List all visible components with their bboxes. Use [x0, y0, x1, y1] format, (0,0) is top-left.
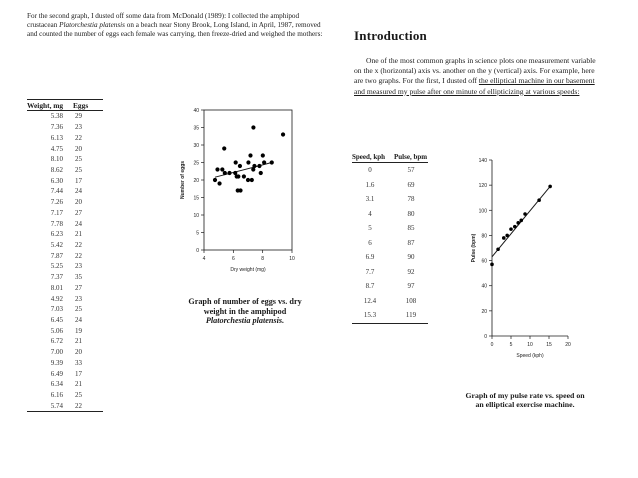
eggs-table-cell: 7.36 [50, 123, 63, 132]
eggs-table-row [27, 197, 103, 208]
data-point [251, 125, 255, 129]
pulse-table-header [352, 151, 428, 163]
left-intro-species: Platorchestia platensis [59, 21, 125, 30]
eggs-table-row [27, 336, 103, 347]
pulse-caption-line1: Graph of my pulse rate vs. speed on [465, 391, 585, 400]
data-point [259, 171, 263, 175]
data-point [502, 236, 506, 240]
eggs-table-row [27, 229, 103, 240]
eggs-table-cell: 25 [75, 391, 82, 400]
eggs-table-cell: 7.03 [50, 305, 63, 314]
eggs-table-cell: 5.38 [50, 112, 63, 121]
y-tick-label: 0 [484, 334, 487, 340]
right-intro-paragraph [354, 56, 604, 97]
eggs-table-row [27, 165, 103, 176]
data-point [537, 198, 541, 202]
y-tick-label: 30 [193, 143, 199, 149]
eggs-table-cell: 24 [75, 187, 82, 196]
eggs-table-cell: 25 [75, 165, 82, 174]
y-tick-label: 35 [193, 125, 199, 132]
data-point [220, 167, 224, 171]
pulse-table-cell: 87 [407, 238, 415, 247]
data-point [223, 171, 227, 175]
data-point [519, 219, 523, 223]
eggs-caption-line3: Platorchestia platensis. [205, 316, 285, 326]
data-point [516, 221, 520, 225]
data-point [227, 171, 231, 175]
data-point [262, 160, 266, 164]
eggs-table-row [27, 390, 103, 401]
pulse-table-cell: 108 [405, 296, 417, 305]
eggs-table-cell: 6.34 [50, 380, 63, 389]
y-tick-label: 20 [193, 178, 199, 184]
eggs-table-row [27, 325, 103, 336]
left-intro-paragraph [27, 12, 327, 40]
y-tick-label: 60 [481, 258, 487, 265]
eggs-table-cell: 23 [75, 123, 82, 132]
eggs-table-row [27, 186, 103, 197]
eggs-table-cell: 9.39 [50, 358, 63, 367]
eggs-table-body [27, 111, 103, 411]
data-point [213, 178, 217, 182]
y-tick-label: 20 [481, 308, 487, 315]
pulse-table-cell: 4 [368, 209, 372, 218]
eggs-table-row [27, 347, 103, 358]
eggs-table-row [27, 240, 103, 251]
eggs-table-row [27, 379, 103, 390]
data-point [523, 212, 527, 216]
data-point [248, 153, 252, 157]
eggs-table-cell: 5.25 [50, 262, 63, 271]
data-point [222, 146, 226, 150]
eggs-table-cell: 6.72 [50, 337, 63, 346]
eggs-table-cell: 20 [75, 348, 82, 357]
eggs-caption-line1: Graph of number of eggs vs. dry [188, 297, 302, 306]
eggs-table-cell: 8.01 [50, 283, 63, 292]
eggs-chart-caption [180, 297, 310, 326]
eggs-table-cell: 17 [75, 369, 82, 378]
eggs-table-cell: 27 [75, 283, 82, 292]
y-tick-label: 25 [193, 160, 199, 167]
pulse-table-cell: 69 [407, 180, 415, 189]
eggs-table-header-weight: Weight, mg [27, 100, 64, 110]
eggs-table-cell: 22 [75, 240, 82, 249]
pulse-chart-caption [465, 391, 585, 410]
data-point [236, 174, 240, 178]
pulse-table-row [352, 250, 428, 265]
pulse-table-row [352, 308, 428, 323]
eggs-table-row [27, 283, 103, 294]
y-tick-label: 80 [481, 233, 487, 240]
eggs-table-row [27, 207, 103, 218]
data-point [270, 160, 274, 164]
data-point [246, 160, 250, 164]
eggs-table-cell: 24 [75, 219, 82, 228]
eggs-table-cell: 7.17 [50, 208, 63, 217]
y-tick-label: 120 [478, 183, 487, 190]
pulse-table-header-pulse: Pulse, bpm [394, 152, 428, 161]
eggs-table-cell: 21 [75, 230, 82, 239]
pulse-table-cell: 8.7 [365, 282, 375, 291]
eggs-table-cell: 7.00 [50, 348, 63, 357]
eggs-table-row [27, 143, 103, 154]
eggs-table-cell: 22 [75, 133, 82, 142]
pulse-table-cell: 92 [407, 267, 415, 276]
eggs-table-cell: 25 [75, 305, 82, 314]
pulse-table-body [352, 163, 428, 323]
eggs-table-cell: 6.45 [50, 316, 63, 325]
y-tick-label: 100 [478, 208, 487, 215]
eggs-table-row [27, 218, 103, 229]
y-tick-label: 0 [196, 248, 199, 254]
eggs-table-cell: 23 [75, 294, 82, 303]
y-tick-label: 40 [193, 108, 199, 114]
x-tick-label: 8 [261, 256, 265, 262]
eggs-scatter-chart [178, 100, 298, 290]
data-point [215, 167, 219, 171]
eggs-table-cell: 4.92 [50, 294, 63, 303]
eggs-table-bottom-rule [27, 411, 103, 412]
pulse-table-header-speed: Speed, kph [352, 152, 386, 161]
pulse-caption-line2: an elliptical exercise machine. [475, 400, 575, 410]
y-axis-label: Number of eggs [180, 160, 186, 200]
eggs-table-cell: 7.87 [50, 251, 63, 260]
eggs-table-cell: 17 [75, 176, 82, 185]
pulse-table-row [352, 192, 428, 207]
eggs-table-cell: 6.49 [50, 369, 63, 378]
eggs-table-cell: 25 [75, 155, 82, 164]
eggs-table-cell: 4.75 [50, 144, 63, 153]
left-intro-part1: For the second graph, I dusted off some data from McDonald (1989): I collected the amphipod crustacean [27, 12, 300, 30]
eggs-table-cell: 6.13 [50, 133, 63, 142]
pulse-table-cell: 6.9 [365, 253, 375, 262]
x-tick-label: 15 [546, 342, 552, 348]
eggs-table-row [27, 132, 103, 143]
eggs-table-row [27, 111, 103, 122]
eggs-table-cell: 7.37 [50, 273, 63, 282]
eggs-table-cell: 27 [75, 208, 82, 217]
data-point [234, 160, 238, 164]
x-tick-label: 10 [527, 342, 533, 348]
data-point [217, 181, 221, 185]
x-tick-label: 20 [565, 342, 571, 348]
eggs-table-cell: 21 [75, 380, 82, 389]
data-point [548, 185, 552, 189]
eggs-table-cell: 23 [75, 262, 82, 271]
eggs-table-cell: 21 [75, 337, 82, 346]
x-tick-label: 5 [509, 342, 513, 348]
x-tick-label: 10 [289, 256, 295, 262]
eggs-table-cell: 8.10 [50, 155, 63, 164]
eggs-table-row [27, 293, 103, 304]
x-tick-label: 4 [202, 256, 206, 262]
eggs-table-row [27, 250, 103, 261]
y-tick-label: 10 [193, 213, 199, 219]
pulse-table-bottom-rule [352, 323, 428, 324]
pulse-table-row [352, 265, 428, 280]
eggs-table-row [27, 358, 103, 369]
data-point [250, 178, 254, 182]
pulse-table-cell: 5 [368, 224, 372, 233]
pulse-table-cell: 15.3 [363, 311, 377, 320]
eggs-table-cell: 33 [75, 358, 82, 367]
eggs-table-row [27, 175, 103, 186]
data-point [238, 164, 242, 168]
data-point [281, 132, 285, 136]
eggs-table-row [27, 315, 103, 326]
pulse-table-row [352, 221, 428, 236]
eggs-table-cell: 7.44 [50, 187, 63, 196]
data-point [238, 188, 242, 192]
data-point [496, 247, 500, 251]
pulse-table-cell: 97 [407, 282, 415, 291]
eggs-table-cell: 7.78 [50, 219, 63, 228]
right-intro-underlined: the elliptical machine in our basement and measured my pulse after one minute of ellipticizing at various speeds: [354, 76, 595, 96]
data-point [252, 164, 256, 168]
eggs-table-cell: 8.62 [50, 165, 63, 174]
eggs-table-cell: 22 [75, 401, 82, 410]
y-tick-label: 5 [196, 230, 199, 237]
eggs-table-cell: 6.30 [50, 176, 63, 185]
pulse-table-cell: 90 [407, 253, 415, 262]
eggs-table-header [27, 99, 103, 111]
eggs-table-row [27, 400, 103, 411]
pulse-table-cell: 80 [407, 209, 415, 218]
pulse-table-cell: 6 [368, 238, 372, 247]
eggs-table-cell: 7.26 [50, 198, 63, 207]
eggs-caption-line2: weight in the amphipod [203, 306, 287, 316]
y-tick-label: 140 [478, 158, 487, 164]
pulse-table-cell: 7.7 [365, 267, 375, 276]
eggs-table-row [27, 368, 103, 379]
x-axis-label: Dry weight (mg) [230, 267, 266, 273]
pulse-data-table [352, 151, 428, 324]
pulse-table-cell: 57 [407, 166, 415, 175]
eggs-table-row [27, 261, 103, 272]
pulse-table-row [352, 236, 428, 251]
eggs-table-cell: 35 [75, 273, 82, 282]
y-tick-label: 40 [481, 283, 487, 290]
eggs-table-cell: 22 [75, 251, 82, 260]
eggs-table-cell: 20 [75, 198, 82, 207]
x-axis-label: Speed (kph) [516, 353, 544, 359]
pulse-table-cell: 3.1 [365, 195, 375, 204]
y-axis-label: Pulse (bpm) [471, 233, 477, 263]
pulse-table-row [352, 294, 428, 309]
data-point [257, 164, 261, 168]
eggs-table-cell: 6.16 [50, 391, 63, 400]
data-point [505, 234, 509, 238]
data-point [242, 174, 246, 178]
eggs-data-table [27, 99, 103, 412]
pulse-table-cell: 78 [407, 195, 415, 204]
eggs-table-cell: 5.06 [50, 326, 63, 335]
eggs-table-cell: 29 [75, 112, 82, 121]
data-point [261, 153, 265, 157]
page-title: Introduction [354, 28, 427, 43]
eggs-table-cell: 6.23 [50, 230, 63, 239]
pulse-table-cell: 85 [407, 224, 415, 233]
eggs-table-cell: 20 [75, 144, 82, 153]
eggs-table-row [27, 304, 103, 315]
pulse-table-cell: 1.6 [365, 180, 375, 189]
pulse-scatter-chart [470, 150, 580, 370]
left-intro-part2: on a beach near Stony Brook, Long Island, in April, 1987, removed and counted the number of eggs each female was carrying, then freeze-dried and weighed the mothers: [27, 21, 323, 39]
data-point [509, 227, 513, 231]
x-tick-label: 0 [490, 342, 494, 348]
pulse-table-row [352, 178, 428, 193]
data-point [490, 263, 494, 267]
pulse-table-cell: 0 [368, 166, 372, 175]
data-point [246, 178, 250, 182]
pulse-table-cell: 12.4 [363, 296, 377, 305]
eggs-table-row [27, 272, 103, 283]
eggs-table-cell: 5.74 [50, 401, 63, 410]
eggs-table-row [27, 122, 103, 133]
eggs-table-cell: 19 [75, 326, 82, 335]
x-tick-label: 6 [231, 256, 235, 262]
eggs-table-header-eggs: Eggs [73, 100, 89, 110]
data-point [513, 225, 517, 229]
pulse-table-row [352, 163, 428, 178]
y-tick-label: 15 [193, 195, 199, 202]
eggs-table-row [27, 154, 103, 165]
eggs-table-cell: 5.42 [50, 240, 63, 249]
right-intro-part1: One of the most common graphs in science plots one measurement variable on the x (horizontal) axis vs. another on the y (vertical) axis. For example, here are two graphs. For the first, I dusted off [354, 56, 596, 86]
pulse-table-row [352, 207, 428, 222]
pulse-table-cell: 119 [405, 311, 417, 320]
pulse-table-row [352, 279, 428, 294]
eggs-table-cell: 24 [75, 316, 82, 325]
